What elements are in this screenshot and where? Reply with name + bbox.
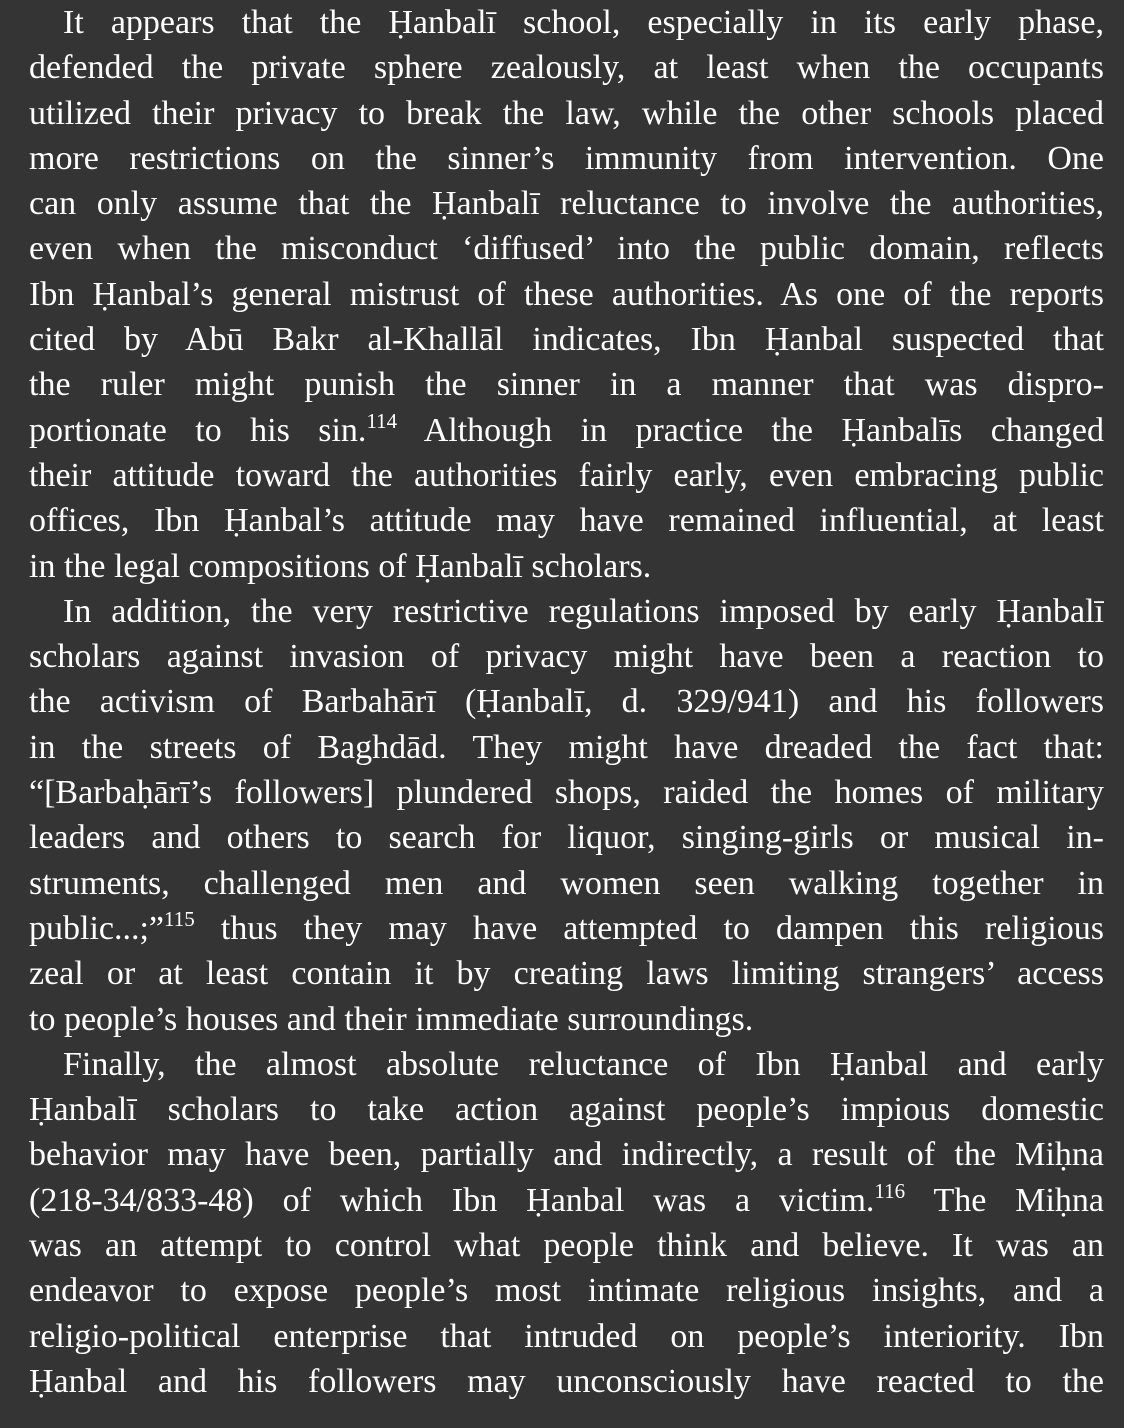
line-text: the activism of Barbahārī (Ḥanbalī, d. 329/941) and his followers [29, 683, 1104, 721]
line-text: scholars against invasion of privacy might have been a reaction to [29, 638, 1104, 676]
line-text: offices, Ibn Ḥanbal’s attitude may have remained influential, at least [29, 502, 1104, 540]
line-text: It appears that the Ḥanbalī school, especially in its early phase, [63, 4, 1104, 41]
text-line [29, 45, 1104, 90]
line-text: in the streets of Baghdād. They might have dreaded the fact that: [29, 728, 1104, 766]
line-text: portionate to his sin. [29, 411, 367, 449]
line-text-continued: The Miḥna [905, 1181, 1104, 1219]
footnote-marker[interactable]: 115 [164, 906, 195, 931]
paragraph-p2 [29, 589, 1104, 1042]
text-line [29, 770, 1104, 815]
paragraph-p1 [29, 0, 1104, 589]
text-line [29, 861, 1104, 906]
line-text-continued: thus they may have attempted to dampen this religious [194, 909, 1104, 947]
line-text: behavior may have been, partially and indirectly, a result of the Miḥna [29, 1136, 1104, 1174]
text-line [29, 317, 1104, 362]
line-text: public...;” [29, 909, 165, 947]
line-text: even when the misconduct ‘diffused’ into the public domain, reflects [29, 230, 1104, 268]
text-line [29, 1178, 1104, 1223]
book-page [29, 0, 1104, 1428]
text-line [29, 589, 1104, 634]
line-text: cited by Abū Bakr al-Khallāl indicates, Ibn Ḥanbal suspected that [29, 321, 1104, 359]
line-text: in the legal compositions of Ḥanbalī scholars. [29, 547, 652, 585]
line-text: endeavor to expose people’s most intimate religious insights, and a [29, 1272, 1104, 1310]
text-line [29, 1359, 1104, 1404]
line-text: Ibn Ḥanbal’s general mistrust of these authorities. As one of the reports [29, 275, 1104, 313]
text-line [29, 815, 1104, 860]
text-line [29, 544, 1104, 589]
text-line [29, 906, 1104, 951]
line-text: religio-political enterprise that intruded on people’s interiority. Ibn [29, 1317, 1104, 1355]
line-text: In addition, the very restrictive regulations imposed by early Ḥanbalī [63, 592, 1104, 630]
line-text: struments, challenged men and women seen walking together in [29, 864, 1104, 902]
line-text: to people’s houses and their immediate surroundings. [29, 1000, 754, 1038]
footnote-marker[interactable]: 116 [874, 1178, 906, 1203]
line-text: their attitude toward the authorities fairly early, even embracing public [29, 456, 1104, 494]
line-text: can only assume that the Ḥanbalī reluctance to involve the authorities, [29, 185, 1104, 223]
text-line [29, 1223, 1104, 1268]
text-line [29, 181, 1104, 226]
line-text: “[Barbaḥārī’s followers] plundered shops, raided the homes of military [29, 774, 1104, 812]
text-line [29, 272, 1104, 317]
text-line [29, 362, 1104, 407]
line-text: utilized their privacy to break the law, while the other schools placed [29, 94, 1104, 132]
line-text: (218-34/833-48) of which Ibn Ḥanbal was a victim. [29, 1181, 875, 1219]
text-line [29, 1132, 1104, 1177]
line-text: Ḥanbal and his followers may unconsciously have reacted to the [29, 1362, 1104, 1400]
text-line [29, 453, 1104, 498]
text-line [29, 1087, 1104, 1132]
line-text: zeal or at least contain it by creating laws limiting strangers’ access [29, 955, 1104, 993]
line-text: leaders and others to search for liquor, singing-girls or musical in- [29, 819, 1104, 857]
text-line [29, 408, 1104, 453]
text-line [29, 1268, 1104, 1313]
text-line [29, 0, 1104, 45]
text-line [29, 997, 1104, 1042]
footnote-marker[interactable]: 114 [366, 408, 398, 433]
line-text-continued: Although in practice the Ḥanbalīs changed [397, 411, 1104, 449]
text-line [29, 91, 1104, 136]
line-text: was an attempt to control what people think and believe. It was an [29, 1227, 1104, 1265]
text-line [29, 725, 1104, 770]
text-line [29, 679, 1104, 724]
paragraph-p3 [29, 1042, 1104, 1404]
text-line [29, 634, 1104, 679]
text-line [29, 226, 1104, 271]
text-line [29, 498, 1104, 543]
text-line [29, 1314, 1104, 1359]
text-line [29, 951, 1104, 996]
text-line [29, 136, 1104, 181]
page-text-body [29, 0, 1104, 1404]
line-text: defended the private sphere zealously, at least when the occupants [29, 49, 1104, 87]
text-line [29, 1042, 1104, 1087]
line-text: Ḥanbalī scholars to take action against people’s impious domestic [29, 1091, 1104, 1129]
line-text: more restrictions on the sinner’s immunity from intervention. One [29, 139, 1104, 177]
line-text: Finally, the almost absolute reluctance of Ibn Ḥanbal and early [63, 1045, 1104, 1083]
line-text: the ruler might punish the sinner in a manner that was dispro- [29, 366, 1104, 404]
